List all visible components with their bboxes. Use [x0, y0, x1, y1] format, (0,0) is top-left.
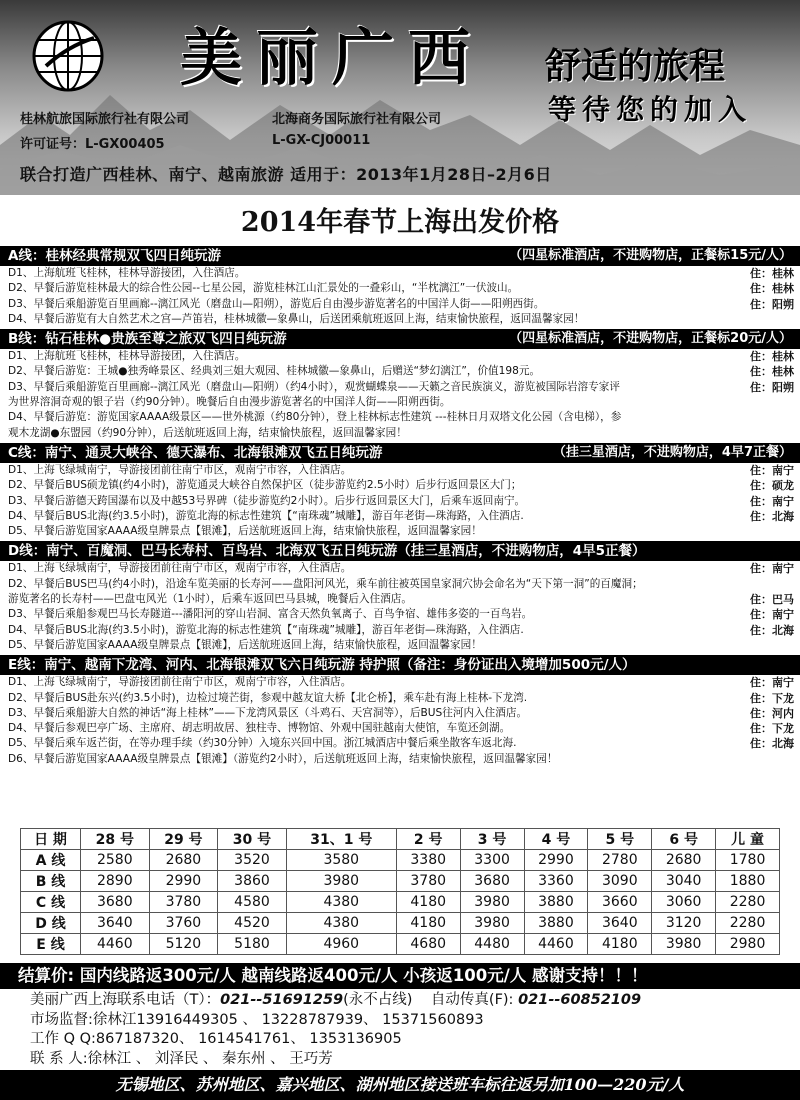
overnight-city	[788, 524, 794, 539]
footer-shuttle-note: 无锡地区、苏州地区、嘉兴地区、湖州地区接送班车标往返另加100—220元/人	[0, 1070, 800, 1100]
itinerary-text: D3、早餐后乘船参观巴马长寿隧道---潘阳河的穿山岩洞、富含天然负氧离子、百鸟争宿、雄伟多姿的一百鸟岩。	[8, 608, 533, 621]
price-cell: 3580	[286, 850, 396, 871]
itinerary-text: D1、上海飞绿城南宁，导游接团前往南宁市区，观南宁市容，入住酒店。	[8, 562, 352, 575]
header-cell: 29 号	[149, 829, 218, 850]
price-cell: 5180	[218, 934, 287, 955]
itinerary-text: D3、早餐后乘船游览百里画廊--漓江风光（磨盘山—阳朔），游览后自由漫步游览著名的中国洋人街——阳朔西街。	[8, 297, 545, 310]
itinerary-text: D4、早餐后BUS北海(约3.5小时)，游览北海的标志性建筑【“南珠魂”城雕】，游百年老街—珠海路，入住酒店.	[8, 623, 524, 636]
itinerary-day	[0, 623, 800, 638]
header-cell: 5 号	[588, 829, 652, 850]
itinerary-day	[0, 463, 800, 478]
itinerary-day	[0, 266, 800, 281]
price-cell: 4960	[286, 934, 396, 955]
overnight-city: 住：阳朔	[750, 297, 794, 311]
work-qq: 工作 Q Q:867187320、 1614541761、 1353136905	[30, 1031, 402, 1048]
price-cell: 3120	[652, 913, 716, 934]
price-cell: 3880	[524, 913, 588, 934]
table-row	[21, 892, 780, 913]
itinerary-text: D1、上海航班飞桂林，桂林导游接团，入住酒店。	[8, 267, 246, 279]
price-cell: 1880	[716, 871, 780, 892]
price-cell: 2680	[652, 850, 716, 871]
header-cell: 28 号	[81, 829, 150, 850]
itinerary-day	[0, 592, 800, 607]
header-cell: 31、1 号	[286, 829, 396, 850]
itinerary-text: D2、早餐后BUS硕龙镇(约4小时)，游览通灵大峡谷自然保护区（徒步游览约2.5小时）后步行返回景区大门；	[8, 479, 522, 492]
itinerary-text: 游览著名的长寿村——巴盘屯风光（1小时），后乘车返回巴马县城，晚餐后入住酒店。	[8, 593, 412, 606]
line-header	[0, 655, 800, 675]
overnight-city: 住：下龙	[750, 691, 794, 705]
line-title: C线：南宁、通灵大峡谷、德天瀑布、北海银滩双飞五日纯玩游	[8, 444, 383, 461]
itinerary-text: D3、早餐后游德天跨国瀑布以及中越53号界碑（徒步游览约2小时）。后步行返回景区大门，后乘车返回南宁。	[8, 494, 526, 507]
price-cell: 3860	[218, 871, 287, 892]
line-title: D线：南宁、百魔洞、巴马长寿村、百鸟岩、北海双飞五日纯玩游（挂三星酒店，不进购物店，4早5正餐）	[8, 543, 646, 560]
itinerary-text: D2、早餐后BUS巴马(约4小时)，沿途车览美丽的长寿河——盘阳河风光，乘车前往被英国皇家洞穴协会命名为“天下第一洞”的百魔洞；	[8, 577, 643, 590]
price-cell: 4180	[396, 913, 460, 934]
price-cell: C 线	[21, 892, 81, 913]
itinerary-day	[0, 561, 800, 576]
price-cell: 3660	[588, 892, 652, 913]
itinerary-text: D6、早餐后游览国家AAAA级皇牌景点【银滩】（游览约2小时），后送航班返回上海，结束愉快旅程，返回温馨家园！	[8, 752, 558, 765]
price-cell: 3980	[652, 934, 716, 955]
itinerary-day	[0, 364, 800, 379]
line-title: B线：钻石桂林●贵族至尊之旅双飞四日纯玩游	[8, 331, 287, 348]
price-cell: 2980	[716, 934, 780, 955]
price-cell: 2280	[716, 892, 780, 913]
itinerary-text: D2、早餐后BUS赴东兴(约3.5小时)，边检过境芒街，参观中越友谊大桥【北仑桥】，乘车赴有海上桂林-下龙湾.	[8, 691, 528, 704]
line-header	[0, 329, 800, 349]
price-cell: 2890	[81, 871, 150, 892]
itinerary-day	[0, 509, 800, 524]
price-cell: 3880	[524, 892, 588, 913]
overnight-city: 住：北海	[750, 737, 794, 751]
itinerary-text: D1、上海飞绿城南宁，导游接团前往南宁市区，观南宁市容，入住酒店。	[8, 676, 352, 689]
itinerary-text: D5、早餐后游览国家AAAA级皇牌景点【银滩】，后送航班返回上海，结束愉快旅程，返回温馨家园！	[8, 525, 482, 538]
phone-note: (永不占线)	[343, 992, 413, 1008]
overnight-city	[788, 312, 794, 327]
settlement-banner: 结算价: 国内线路返300元/人 越南线路返400元/人 小孩返100元/人 感谢支持！！！	[0, 963, 800, 989]
overnight-city: 住：南宁	[750, 676, 794, 690]
header-cell: 2 号	[396, 829, 460, 850]
itinerary-day	[0, 752, 800, 767]
fax-number: 021--60852109	[518, 992, 642, 1008]
overnight-city	[788, 638, 794, 653]
price-cell: 3780	[396, 871, 460, 892]
price-cell: 4380	[286, 892, 396, 913]
overnight-city	[788, 752, 794, 767]
header-cell: 儿 童	[716, 829, 780, 850]
overnight-city: 住：桂林	[750, 365, 794, 379]
itinerary-day	[0, 349, 800, 364]
price-table	[20, 828, 780, 955]
overnight-city: 住：南宁	[750, 562, 794, 576]
itinerary-text: D4、早餐后参观巴亭广场、主席府、胡志明故居、独柱寺、博物馆、外观中国驻越南大使馆，车览还剑湖。	[8, 722, 511, 735]
price-cell: 1780	[716, 850, 780, 871]
itinerary-day	[0, 706, 800, 721]
price-cell: 4460	[524, 934, 588, 955]
contact-block	[30, 991, 790, 1069]
itinerary-text: 观木龙湖●东盟园（约90分钟），后送航班返回上海，结束愉快旅程，返回温馨家园！	[8, 426, 407, 439]
market-supervisor: 市场监督:徐林江13916449305 、 13228787939、 15371560893	[30, 1011, 484, 1028]
table-row	[21, 850, 780, 871]
price-cell: 3090	[588, 871, 652, 892]
itinerary-day	[0, 577, 800, 592]
header-cell: 30 号	[218, 829, 287, 850]
table-row	[21, 871, 780, 892]
overnight-city: 住：巴马	[750, 593, 794, 607]
price-cell: 3040	[652, 871, 716, 892]
itinerary-text: 为世界溶洞奇观的银子岩（约90分钟）。晚餐后自由漫步游览著名的中国洋人街——阳朔西街。	[8, 396, 451, 409]
price-cell: 3060	[652, 892, 716, 913]
section-gap	[0, 767, 800, 769]
overnight-city: 住：阳朔	[750, 380, 794, 394]
contact-people: 联 系 人:徐林江 、 刘泽民 、 秦东州 、 王巧芳	[30, 1050, 333, 1067]
price-cell: E 线	[21, 934, 81, 955]
itinerary-day	[0, 736, 800, 751]
price-cell: 2990	[524, 850, 588, 871]
line-header	[0, 541, 800, 561]
phone-label: 美丽广西上海联系电话（T）：	[30, 992, 221, 1008]
itinerary-text: D4、早餐后游览：游览国家AAAA级景区——世外桃源（约80分钟），登上桂林标志性建筑 ---桂林日月双塔文化公园（含电梯），参	[8, 411, 622, 424]
slogan-line1: 舒适的旅程	[545, 45, 726, 87]
phone-number: 021--51691259	[220, 992, 344, 1008]
itinerary-text: D1、上海航班飞桂林，桂林导游接团，入住酒店。	[8, 350, 246, 363]
price-cell: 3760	[149, 913, 218, 934]
price-cell: 4380	[286, 913, 396, 934]
price-cell: 4480	[460, 934, 524, 955]
joint-tour-banner: 联合打造广西桂林、南宁、越南旅游 适用于：2013年1月28日–2月6日	[20, 165, 552, 184]
header-cell: 6 号	[652, 829, 716, 850]
overnight-city: 住：硕龙	[750, 479, 794, 493]
line-header	[0, 443, 800, 463]
line-title: E线：南宁、越南下龙湾、河内、北海银滩双飞六日纯玩游 持护照（备注：身份证出入境增加500元/人）	[8, 657, 636, 674]
itinerary-day	[0, 638, 800, 653]
price-cell: 4680	[396, 934, 460, 955]
price-cell: 3360	[524, 871, 588, 892]
itinerary-text: D2、早餐后游览：王城●独秀峰景区、经典刘三姐大观园、桂林城徽—象鼻山，后赠送“梦幻漓江”，价值198元。	[8, 365, 541, 378]
itinerary-day	[0, 721, 800, 736]
itinerary-day	[0, 494, 800, 509]
price-cell: 4580	[218, 892, 287, 913]
table-row	[21, 934, 780, 955]
overnight-city	[788, 426, 794, 441]
overnight-city	[788, 395, 794, 410]
itinerary-text: D5、早餐后游览国家AAAA级皇牌景点【银滩】，后送航班返回上海，结束愉快旅程，返回温馨家园！	[8, 638, 482, 651]
overnight-city: 住：河内	[750, 706, 794, 720]
license-number-1: 许可证号：L-GX00405	[20, 137, 165, 152]
brand-title: 美丽广西	[180, 21, 485, 94]
price-cell: 4180	[396, 892, 460, 913]
price-cell: 2990	[149, 871, 218, 892]
line-hotel-info: （四星标准酒店，不进购物店，正餐标20元/人）	[509, 331, 792, 347]
page-title: 2014年春节上海出发价格	[240, 207, 560, 238]
price-cell: 2680	[149, 850, 218, 871]
itinerary-text: D3、早餐后乘船游览百里画廊--漓江风光（磨盘山—阳朔）（约4小时），观赏蝴蝶泉——天籁之音民族演义，游览被国际岩溶专家评	[8, 380, 620, 393]
price-cell: 2580	[81, 850, 150, 871]
overnight-city: 住：桂林	[750, 267, 794, 280]
itinerary-day	[0, 426, 800, 441]
overnight-city	[788, 410, 794, 425]
price-cell: 3640	[81, 913, 150, 934]
itinerary-day	[0, 675, 800, 690]
header-cell: 日 期	[21, 829, 81, 850]
price-cell: 5120	[149, 934, 218, 955]
price-cell: 4520	[218, 913, 287, 934]
itinerary-day	[0, 524, 800, 539]
overnight-city: 住：桂林	[750, 350, 794, 364]
line-title: A线：桂林经典常规双飞四日纯玩游	[8, 248, 221, 264]
itinerary-day	[0, 691, 800, 706]
price-cell: 3980	[460, 913, 524, 934]
price-cell: 3300	[460, 850, 524, 871]
itinerary-day	[0, 607, 800, 622]
slogan-line2: 等待您的加入	[548, 93, 753, 126]
price-cell: 4180	[588, 934, 652, 955]
itinerary-day	[0, 380, 800, 395]
itinerary-text: D4、早餐后游览有大自然艺术之宫—芦笛岩，桂林城徽—象鼻山，后送团乘航班返回上海，结束愉快旅程，返回温馨家园！	[8, 312, 585, 325]
price-cell: 2780	[588, 850, 652, 871]
itinerary-day	[0, 410, 800, 425]
itinerary-day	[0, 312, 800, 327]
overnight-city: 住：南宁	[750, 463, 794, 477]
itinerary-day	[0, 478, 800, 493]
globe-logo-icon	[28, 16, 108, 96]
header-cell: 4 号	[524, 829, 588, 850]
license-number-2: L-GX-CJ00011	[272, 133, 371, 148]
table-row	[21, 913, 780, 934]
tour-lines	[0, 246, 800, 769]
price-cell: A 线	[21, 850, 81, 871]
itinerary-text: D3、早餐后乘船游大自然的神话“海上桂林”——下龙湾风景区（斗鸡石、天宫洞等），后BUS往河内入住酒店。	[8, 706, 528, 719]
overnight-city: 住：北海	[750, 509, 794, 523]
price-cell: 4460	[81, 934, 150, 955]
overnight-city: 住：桂林	[750, 282, 794, 296]
header-cell: 3 号	[460, 829, 524, 850]
overnight-city	[788, 577, 794, 592]
price-cell: 3980	[286, 871, 396, 892]
line-hotel-info: （挂三星酒店，不进购物店，4早7正餐）	[552, 444, 792, 460]
overnight-city: 住：南宁	[750, 494, 794, 508]
line-header	[0, 246, 800, 266]
itinerary-day	[0, 395, 800, 410]
fax-label: 自动传真(F):	[430, 992, 514, 1008]
company-name-2: 北海商务国际旅行社有限公司	[272, 112, 442, 127]
price-cell: 3980	[460, 892, 524, 913]
itinerary-text: D4、早餐后BUS北海(约3.5小时)，游览北海的标志性建筑【“南珠魂”城雕】，游百年老街—珠海路，入住酒店.	[8, 509, 524, 522]
overnight-city: 住：南宁	[750, 608, 794, 622]
price-cell: 2280	[716, 913, 780, 934]
company-name-1: 桂林航旅国际旅行社有限公司	[20, 112, 190, 127]
line-hotel-info: （四星标准酒店，不进购物店，正餐标15元/人）	[509, 248, 792, 263]
overnight-city: 住：北海	[750, 623, 794, 637]
itinerary-text: D5、早餐后乘车返芒街，在等办理手续（约30分钟）入境东兴回中国。浙江城酒店中餐后乘坐散客车返北海.	[8, 737, 517, 750]
itinerary-day	[0, 297, 800, 312]
price-cell: B 线	[21, 871, 81, 892]
overnight-city: 住：下龙	[750, 722, 794, 736]
price-cell: 3780	[149, 892, 218, 913]
itinerary-day	[0, 281, 800, 296]
contact-phone-line	[30, 991, 790, 1011]
itinerary-text: D1、上海飞绿城南宁，导游接团前往南宁市区，观南宁市容，入住酒店。	[8, 463, 352, 476]
price-cell: 3380	[396, 850, 460, 871]
price-cell: 3680	[460, 871, 524, 892]
price-cell: D 线	[21, 913, 81, 934]
price-cell: 3640	[588, 913, 652, 934]
header-banner	[0, 0, 800, 195]
price-cell: 3680	[81, 892, 150, 913]
itinerary-text: D2、早餐后游览桂林最大的综合性公园--七星公园，游览桂林江山汇景处的一叠彩山，“半枕漓江”一伏波山。	[8, 282, 519, 295]
price-table-header	[21, 829, 780, 850]
price-cell: 3520	[218, 850, 287, 871]
